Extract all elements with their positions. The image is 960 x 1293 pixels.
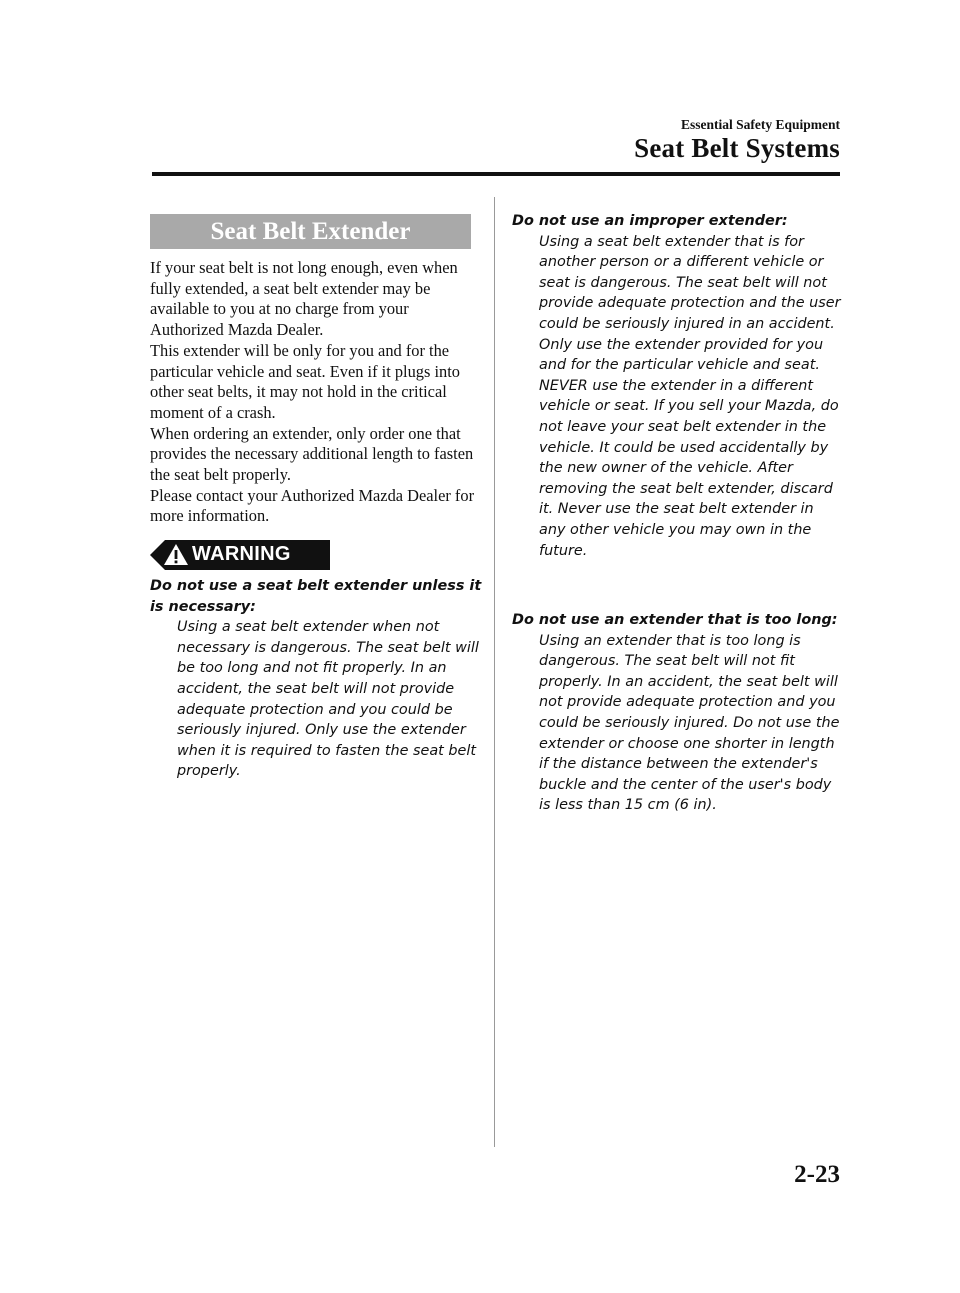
section-heading	[150, 214, 471, 249]
warning-item-body: Using a seat belt extender when not necessary is dangerous. The seat belt will be too long and not fit properly. In an accident, the seat belt will not provide adequate protection and you could be seriously injured. Only use the extender when it is required to fasten the seat belt properly.	[177, 619, 479, 780]
intro-paragraph: This extender will be only for you and for the particular vehicle and seat. Even if it plugs into other seat belts, it may not hold in the critical moment of a crash.	[150, 340, 460, 422]
intro-paragraph: If your seat belt is not long enough, even when fully extended, a seat belt extender may be available to you at no charge from your Authorized Mazda Dealer.	[150, 258, 458, 340]
section-heading-text: Seat Belt Extender	[210, 217, 411, 245]
column-divider	[494, 197, 495, 1147]
intro-paragraph: When ordering an extender, only order one that provides the necessary additional length to fasten the seat belt properly.	[150, 423, 474, 485]
header-title: Seat Belt Systems	[634, 133, 840, 163]
header-divider	[152, 172, 840, 176]
warning-item	[150, 576, 482, 782]
warning-item-body: Using an extender that is too long is dangerous. The seat belt will not fit properly. In an accident, the seat belt will not provide adequate protection and you could be seriously injured. Do not use the extender or choose one shorter in length if the distance between the extender's buckle and the center of the user's body is less than 15 cm (6 in).	[539, 632, 840, 814]
warning-item-lead: Do not use a seat belt extender unless it is necessary:	[150, 578, 482, 615]
warning-item	[512, 211, 844, 561]
warning-item	[512, 610, 844, 816]
warning-item-lead: Do not use an extender that is too long:	[512, 612, 838, 628]
page-number: 2-23	[794, 1161, 840, 1188]
warning-item-body: Using a seat belt extender that is for another person or a different vehicle or seat is dangerous. The seat belt will not provide adequate protection and the user could be seriously injured in an accident. Only use the extender provided for you and for the particular vehicle and seat. NEVER use the extender in a different vehicle or seat. If you sell your Mazda, do not leave your seat belt extender in the vehicle. It could be used accidentally by the new owner of the vehicle. After removing the seat belt extender, discard it. Never use the seat belt extender in any other vehicle you may own in the future.	[539, 233, 841, 559]
intro-paragraph: Please contact your Authorized Mazda Dealer for more information.	[150, 485, 475, 526]
header-chapter: Essential Safety Equipment	[680, 117, 840, 132]
warning-item-lead: Do not use an improper extender:	[512, 213, 788, 229]
warning-label-text: WARNING	[192, 543, 291, 565]
intro-text	[150, 258, 480, 527]
warning-label	[150, 540, 330, 570]
